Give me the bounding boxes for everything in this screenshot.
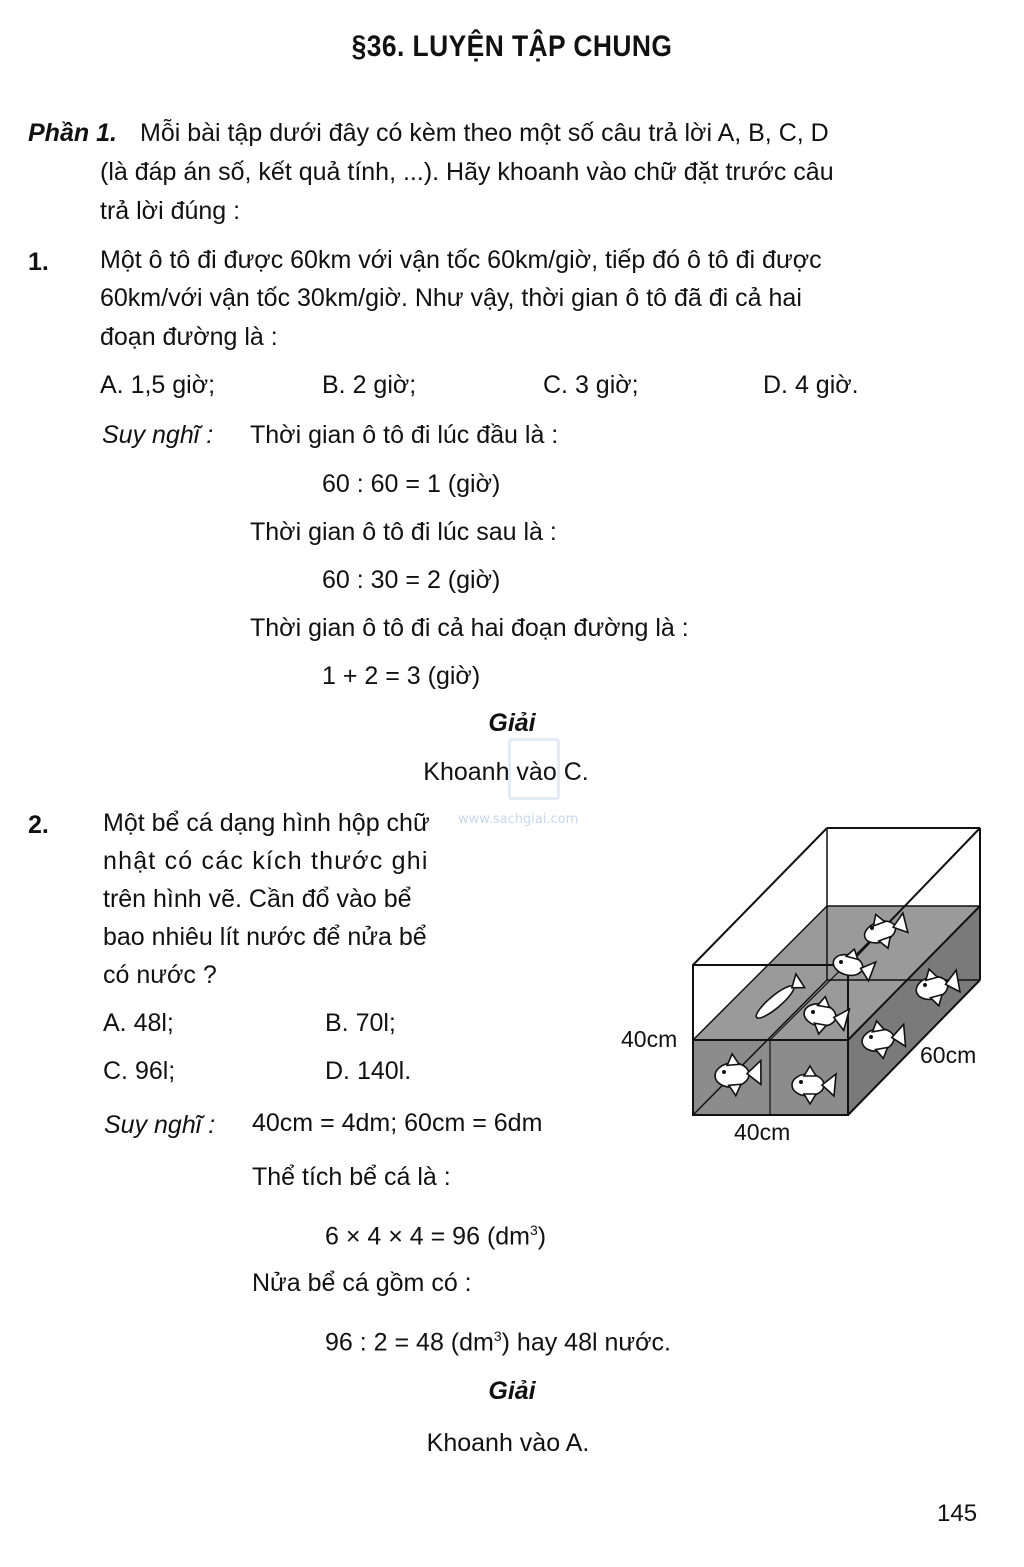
q1-line2: 60km/với vận tốc 30km/giờ. Như vậy, thời gian ô tô đã đi cả hai	[100, 284, 802, 312]
q2-line1: Một bể cá dạng hình hộp chữ	[103, 809, 430, 837]
q2-think-1: 40cm = 4dm; 60cm = 6dm	[252, 1109, 543, 1137]
q1-line1: Một ô tô đi được 60km với vận tốc 60km/giờ, tiếp đó ô tô đi được	[100, 246, 822, 274]
q1-line3: đoạn đường là :	[100, 323, 278, 351]
q2-think-5	[325, 1317, 671, 1362]
q2-think-4: Nửa bể cá gồm có :	[252, 1269, 472, 1297]
q2-sup-1: 3	[530, 1222, 538, 1238]
q1-option-a: A. 1,5 giờ;	[100, 371, 216, 399]
figure-height-label: 40cm	[621, 1026, 678, 1052]
q1-think-2: 60 : 60 = 1 (giờ)	[322, 470, 501, 498]
q1-number: 1.	[28, 248, 49, 276]
part1-line1: Mỗi bài tập dưới đây có kèm theo một số câu trả lời A, B, C, D	[140, 119, 829, 147]
q1-think-5: Thời gian ô tô đi cả hai đoạn đường là :	[250, 614, 689, 642]
q2-number: 2.	[28, 811, 49, 839]
watermark-logo	[508, 738, 560, 800]
q2-think-6-text: ) hay 48l nước.	[501, 1328, 671, 1357]
q2-sup-2: 3	[493, 1328, 502, 1344]
watermark-url: www.sachgiai.com	[458, 812, 579, 827]
q1-option-d: D. 4 giờ.	[763, 371, 859, 399]
q1-think-label: Suy nghĩ :	[102, 421, 214, 449]
part1-heading: Phần 1.	[28, 119, 117, 147]
q2-option-a: A. 48l;	[103, 1009, 174, 1037]
q2-line5: có nước ?	[103, 961, 217, 989]
q1-solution-label: Giải	[488, 709, 536, 737]
q1-think-3: Thời gian ô tô đi lúc sau là :	[250, 518, 557, 546]
page-number: 145	[937, 1500, 978, 1527]
q2-solution-label: Giải	[488, 1377, 536, 1405]
q2-think-5-text: 96 : 2 = 48 (dm	[325, 1328, 494, 1357]
q1-option-c: C. 3 giờ;	[543, 371, 639, 399]
q1-think-1: Thời gian ô tô đi lúc đầu là :	[250, 421, 559, 449]
figure-width-label: 40cm	[734, 1119, 791, 1145]
page-title: §36. LUYỆN TẬP CHUNG	[351, 30, 673, 63]
q1-think-4: 60 : 30 = 2 (giờ)	[322, 566, 501, 594]
q2-line4: bao nhiêu lít nước để nửa bể	[103, 923, 427, 951]
q2-option-d: D. 140l.	[325, 1057, 412, 1085]
part1-label	[28, 114, 117, 153]
fish-tank-figure	[610, 820, 1000, 1150]
q2-think-3-text: 6 × 4 × 4 = 96 (dm	[325, 1222, 530, 1251]
q2-solution: Khoanh vào A.	[426, 1429, 590, 1457]
q2-line3: trên hình vẽ. Cần đổ vào bể	[103, 885, 412, 913]
q2-think-3	[325, 1211, 546, 1256]
part1-line3: trả lời đúng :	[100, 197, 241, 225]
q1-think-6: 1 + 2 = 3 (giờ)	[322, 662, 481, 690]
part1-line2: (là đáp án số, kết quả tính, ...). Hãy khoanh vào chữ đặt trước câu	[100, 158, 834, 186]
figure-depth-label: 60cm	[920, 1042, 977, 1068]
q2-option-b: B. 70l;	[325, 1009, 396, 1037]
q2-option-c: C. 96l;	[103, 1057, 176, 1085]
q1-option-b: B. 2 giờ;	[322, 371, 417, 399]
q2-think-2: Thể tích bể cá là :	[252, 1163, 451, 1191]
q2-think-label: Suy nghĩ :	[104, 1111, 216, 1139]
q1-solution: Khoanh vào C.	[423, 758, 589, 786]
q2-line2: nhật có các kích thước ghi	[103, 847, 429, 875]
q2-close-paren: )	[537, 1222, 547, 1251]
